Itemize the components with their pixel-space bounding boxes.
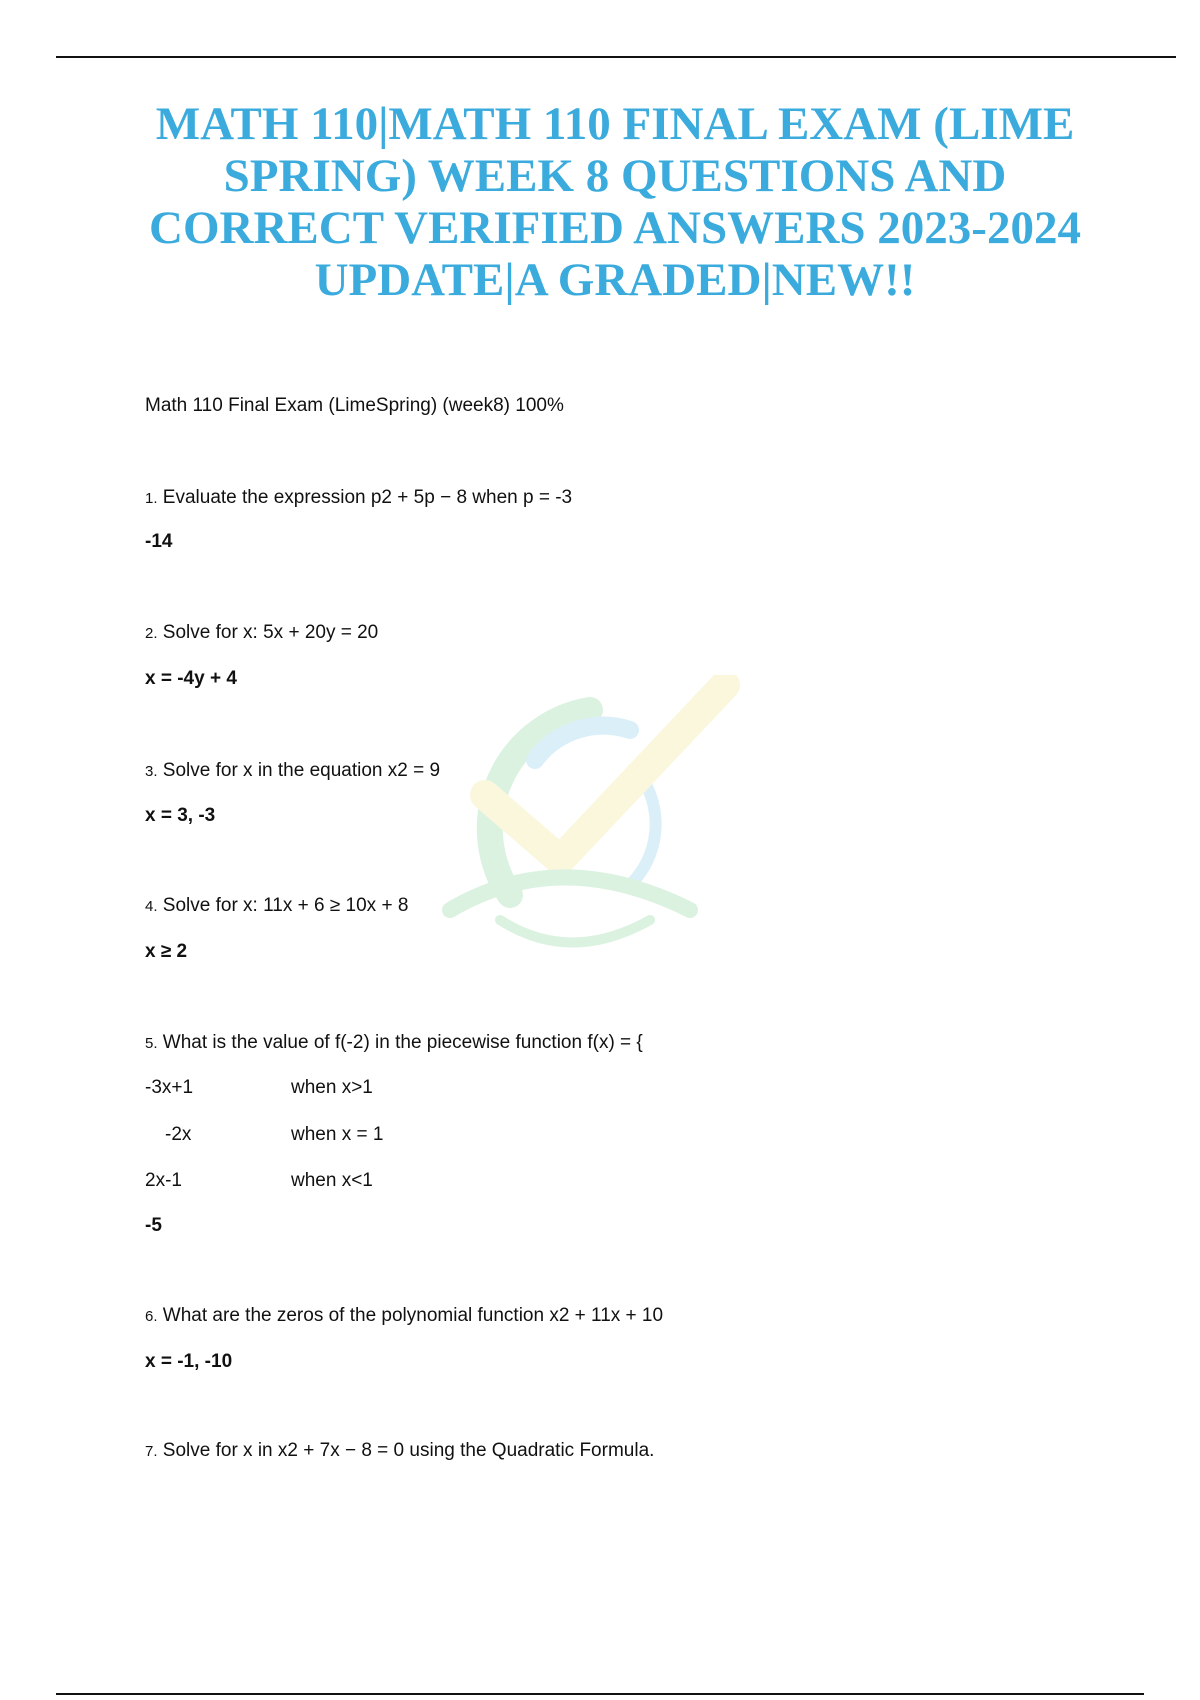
piece-1-condition: when x>1 <box>291 1077 373 1098</box>
question-number: 6. <box>145 1308 158 1325</box>
checkmark-seal-icon <box>440 675 770 965</box>
question-text: Solve for x in x2 + 7x − 8 = 0 using the Quadratic Formula. <box>162 1440 655 1461</box>
top-rule <box>56 56 1176 58</box>
question-text: Solve for x: 11x + 6 ≥ 10x + 8 <box>162 895 409 916</box>
answer-3: x = 3, -3 <box>145 805 216 826</box>
question-number: 1. <box>145 490 158 507</box>
question-number: 7. <box>145 1443 158 1460</box>
question-number: 2. <box>145 625 158 642</box>
title-line-1: MATH 110|MATH 110 FINAL EXAM (LIME <box>155 98 1075 150</box>
question-6 <box>145 1304 663 1329</box>
piece-3-expression: 2x-1 <box>145 1170 182 1191</box>
piece-2-condition: when x = 1 <box>291 1124 384 1145</box>
bottom-rule <box>56 1693 1144 1695</box>
page-title <box>130 98 1100 306</box>
question-4 <box>145 894 408 919</box>
answer-5: -5 <box>145 1215 162 1236</box>
piece-3-condition: when x<1 <box>291 1170 373 1191</box>
answer-4: x ≥ 2 <box>145 941 188 962</box>
question-number: 4. <box>145 898 158 915</box>
question-text: Solve for x in the equation x2 = 9 <box>162 760 441 781</box>
exam-subtitle: Math 110 Final Exam (LimeSpring) (week8) 100% <box>145 395 564 416</box>
question-text: What are the zeros of the polynomial function x2 + 11x + 10 <box>162 1305 664 1326</box>
question-text: What is the value of f(-2) in the piecewise function f(x) = { <box>162 1032 643 1053</box>
question-3 <box>145 759 440 784</box>
title-line-4: UPDATE|A GRADED|NEW!! <box>314 254 916 306</box>
answer-6: x = -1, -10 <box>145 1351 233 1372</box>
piece-1-expression: -3x+1 <box>145 1077 194 1098</box>
question-number: 3. <box>145 763 158 780</box>
answer-2: x = -4y + 4 <box>145 668 237 689</box>
title-line-2: SPRING) WEEK 8 QUESTIONS AND <box>223 150 1007 202</box>
question-7 <box>145 1439 654 1464</box>
question-5 <box>145 1031 643 1056</box>
piece-2-expression: -2x <box>165 1124 192 1145</box>
answer-1: -14 <box>145 531 173 552</box>
question-text: Solve for x: 5x + 20y = 20 <box>162 622 379 643</box>
title-line-3: CORRECT VERIFIED ANSWERS 2023-2024 <box>149 202 1081 254</box>
question-2 <box>145 621 378 646</box>
question-number: 5. <box>145 1035 158 1052</box>
question-1 <box>145 486 572 511</box>
question-text: Evaluate the expression p2 + 5p − 8 when p = -3 <box>162 487 573 508</box>
